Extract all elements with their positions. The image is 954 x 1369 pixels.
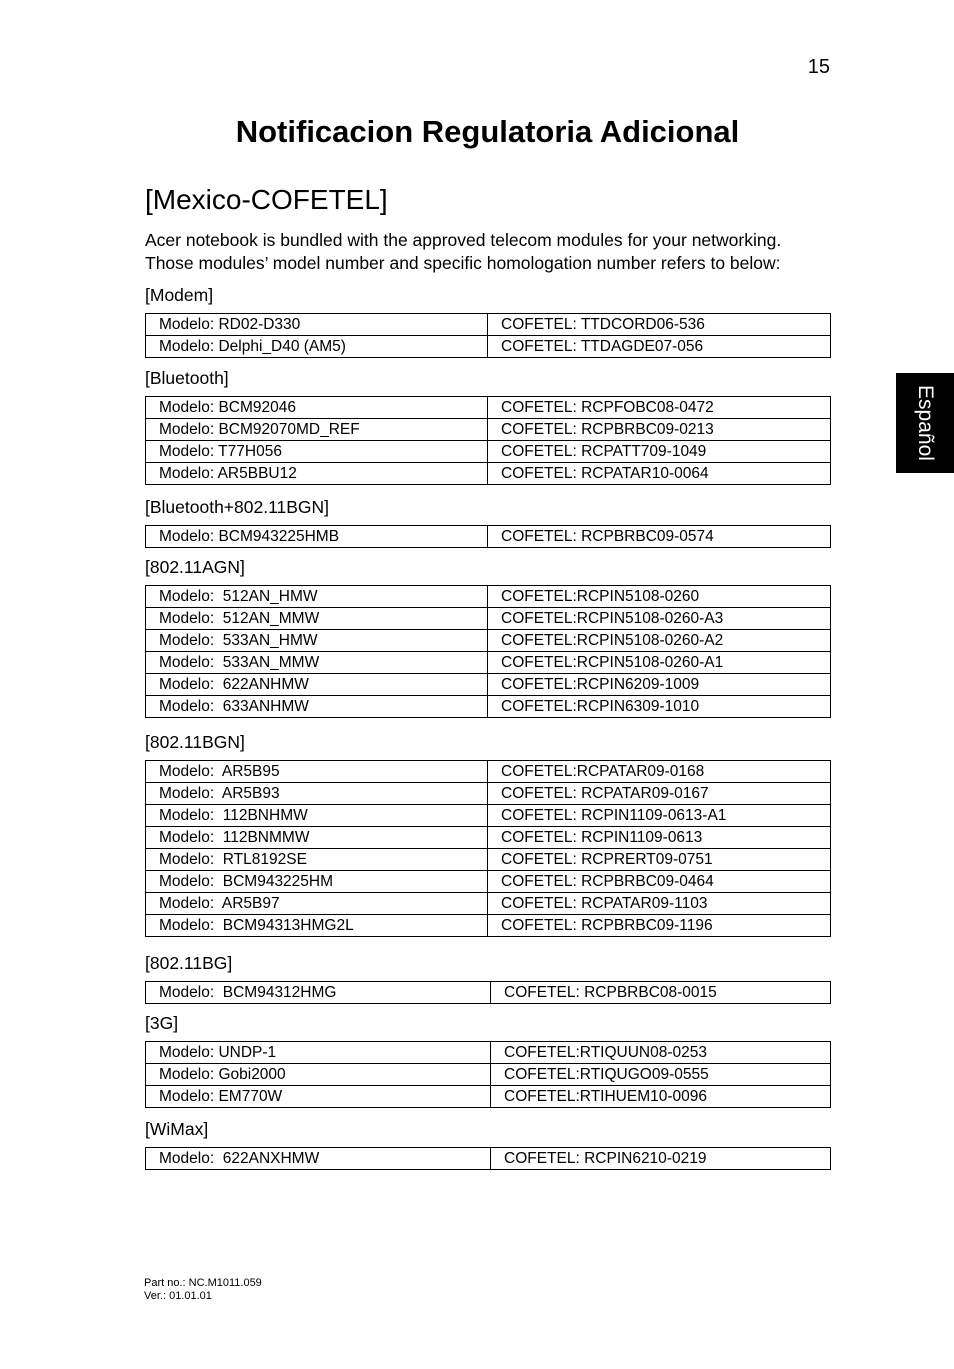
table-row [146, 893, 831, 915]
cofetel-cell: COFETEL: TTDCORD06-536 [488, 314, 831, 336]
section-title-80211bg: [802.11BG] [145, 953, 233, 973]
table-wimax [145, 1147, 831, 1170]
table-row [146, 441, 831, 463]
cofetel-cell: COFETEL: RCPBRBC09-0464 [488, 871, 831, 893]
model-cell: Modelo: Delphi_D40 (AM5) [146, 336, 488, 358]
model-cell: Modelo: BCM943225HMB [146, 526, 488, 548]
model-cell: Modelo: UNDP-1 [146, 1042, 491, 1064]
table-row [146, 805, 831, 827]
cofetel-cell: COFETEL: RCPBRBC09-1196 [488, 915, 831, 937]
model-cell: Modelo: EM770W [146, 1086, 491, 1108]
model-cell: Modelo: BCM943225HM [146, 871, 488, 893]
page-number: 15 [807, 56, 830, 78]
language-tab-label: Español [914, 385, 937, 461]
section-title-80211agn: [802.11AGN] [145, 557, 245, 577]
table-row [146, 696, 831, 718]
table-row [146, 586, 831, 608]
cofetel-cell: COFETEL: RCPBRBC08-0015 [491, 982, 831, 1004]
section-title-bluetooth: [Bluetooth] [145, 368, 229, 388]
model-cell: Modelo: BCM94313HMG2L [146, 915, 488, 937]
section-title-bluetooth-bgn: [Bluetooth+802.11BGN] [145, 497, 330, 517]
model-cell: Modelo: 622ANXHMW [146, 1148, 491, 1170]
model-cell: Modelo: AR5B93 [146, 783, 488, 805]
cofetel-cell: COFETEL:RCPIN6209-1009 [488, 674, 831, 696]
cofetel-cell: COFETEL: TTDAGDE07-056 [488, 336, 831, 358]
table-row [146, 674, 831, 696]
cofetel-cell: COFETEL:RCPIN5108-0260-A2 [488, 630, 831, 652]
model-cell: Modelo: 622ANHMW [146, 674, 488, 696]
table-row [146, 336, 831, 358]
cofetel-cell: COFETEL: RCPATT709-1049 [488, 441, 831, 463]
model-cell: Modelo: T77H056 [146, 441, 488, 463]
intro-line: Acer notebook is bundled with the approved telecom modules for your networking. [145, 230, 782, 250]
model-cell: Modelo: BCM92070MD_REF [146, 419, 488, 441]
table-row [146, 397, 831, 419]
model-cell: Modelo: 533AN_HMW [146, 630, 488, 652]
model-cell: Modelo: 112BNHMW [146, 805, 488, 827]
model-cell: Modelo: BCM94312HMG [146, 982, 491, 1004]
section-title-modem: [Modem] [145, 285, 214, 305]
cofetel-cell: COFETEL:RCPATAR09-0168 [488, 761, 831, 783]
cofetel-cell: COFETEL:RTIQUGO09-0555 [491, 1064, 831, 1086]
version: Ver.: 01.01.01 [144, 1290, 212, 1302]
cofetel-cell: COFETEL:RTIHUEM10-0096 [491, 1086, 831, 1108]
page-title: Notificacion Regulatoria Adicional [235, 114, 740, 149]
cofetel-cell: COFETEL:RCPIN5108-0260 [488, 586, 831, 608]
intro-paragraph [145, 229, 835, 275]
table-row [146, 419, 831, 441]
cofetel-cell: COFETEL:RTIQUUN08-0253 [491, 1042, 831, 1064]
intro-line: Those modules’ model number and specific homologation number refers to below: [145, 253, 781, 273]
cofetel-cell: COFETEL:RCPIN5108-0260-A3 [488, 608, 831, 630]
table-row [146, 1042, 831, 1064]
table-row [146, 652, 831, 674]
table-80211bg [145, 981, 831, 1004]
model-cell: Modelo: BCM92046 [146, 397, 488, 419]
cofetel-cell: COFETEL: RCPATAR09-1103 [488, 893, 831, 915]
cofetel-cell: COFETEL: RCPIN1109-0613 [488, 827, 831, 849]
table-row [146, 1064, 831, 1086]
table-row [146, 1086, 831, 1108]
model-cell: Modelo: 112BNMMW [146, 827, 488, 849]
table-80211agn [145, 585, 831, 718]
footer [144, 1277, 262, 1303]
model-cell: Modelo: AR5B95 [146, 761, 488, 783]
table-row [146, 526, 831, 548]
model-cell: Modelo: 512AN_HMW [146, 586, 488, 608]
table-row [146, 849, 831, 871]
section-title-80211bgn: [802.11BGN] [145, 732, 245, 752]
table-row [146, 827, 831, 849]
section-title-3g: [3G] [145, 1013, 179, 1033]
model-cell: Modelo: 533AN_MMW [146, 652, 488, 674]
language-tab [896, 373, 954, 473]
table-row [146, 871, 831, 893]
table-row [146, 1148, 831, 1170]
cofetel-cell: COFETEL: RCPIN6210-0219 [491, 1148, 831, 1170]
table-row [146, 314, 831, 336]
model-cell: Modelo: AR5B97 [146, 893, 488, 915]
table-80211bgn [145, 760, 831, 937]
table-bluetooth [145, 396, 831, 485]
table-row [146, 608, 831, 630]
cofetel-cell: COFETEL: RCPATAR10-0064 [488, 463, 831, 485]
table-row [146, 982, 831, 1004]
table-row [146, 761, 831, 783]
table-row [146, 915, 831, 937]
section-heading: [Mexico-COFETEL] [145, 184, 388, 215]
model-cell: Modelo: Gobi2000 [146, 1064, 491, 1086]
table-row [146, 630, 831, 652]
part-number: Part no.: NC.M1011.059 [144, 1277, 262, 1289]
cofetel-cell: COFETEL:RCPIN6309-1010 [488, 696, 831, 718]
cofetel-cell: COFETEL: RCPIN1109-0613-A1 [488, 805, 831, 827]
model-cell: Modelo: AR5BBU12 [146, 463, 488, 485]
table-row [146, 463, 831, 485]
cofetel-cell: COFETEL: RCPATAR09-0167 [488, 783, 831, 805]
model-cell: Modelo: RD02-D330 [146, 314, 488, 336]
table-modem [145, 313, 831, 358]
model-cell: Modelo: 512AN_MMW [146, 608, 488, 630]
section-title-wimax: [WiMax] [145, 1119, 209, 1139]
cofetel-cell: COFETEL:RCPIN5108-0260-A1 [488, 652, 831, 674]
table-bluetooth-bgn [145, 525, 831, 548]
model-cell: Modelo: RTL8192SE [146, 849, 488, 871]
table-row [146, 783, 831, 805]
cofetel-cell: COFETEL: RCPBRBC09-0574 [488, 526, 831, 548]
table-3g [145, 1041, 831, 1108]
cofetel-cell: COFETEL: RCPFOBC08-0472 [488, 397, 831, 419]
model-cell: Modelo: 633ANHMW [146, 696, 488, 718]
cofetel-cell: COFETEL: RCPRERT09-0751 [488, 849, 831, 871]
cofetel-cell: COFETEL: RCPBRBC09-0213 [488, 419, 831, 441]
